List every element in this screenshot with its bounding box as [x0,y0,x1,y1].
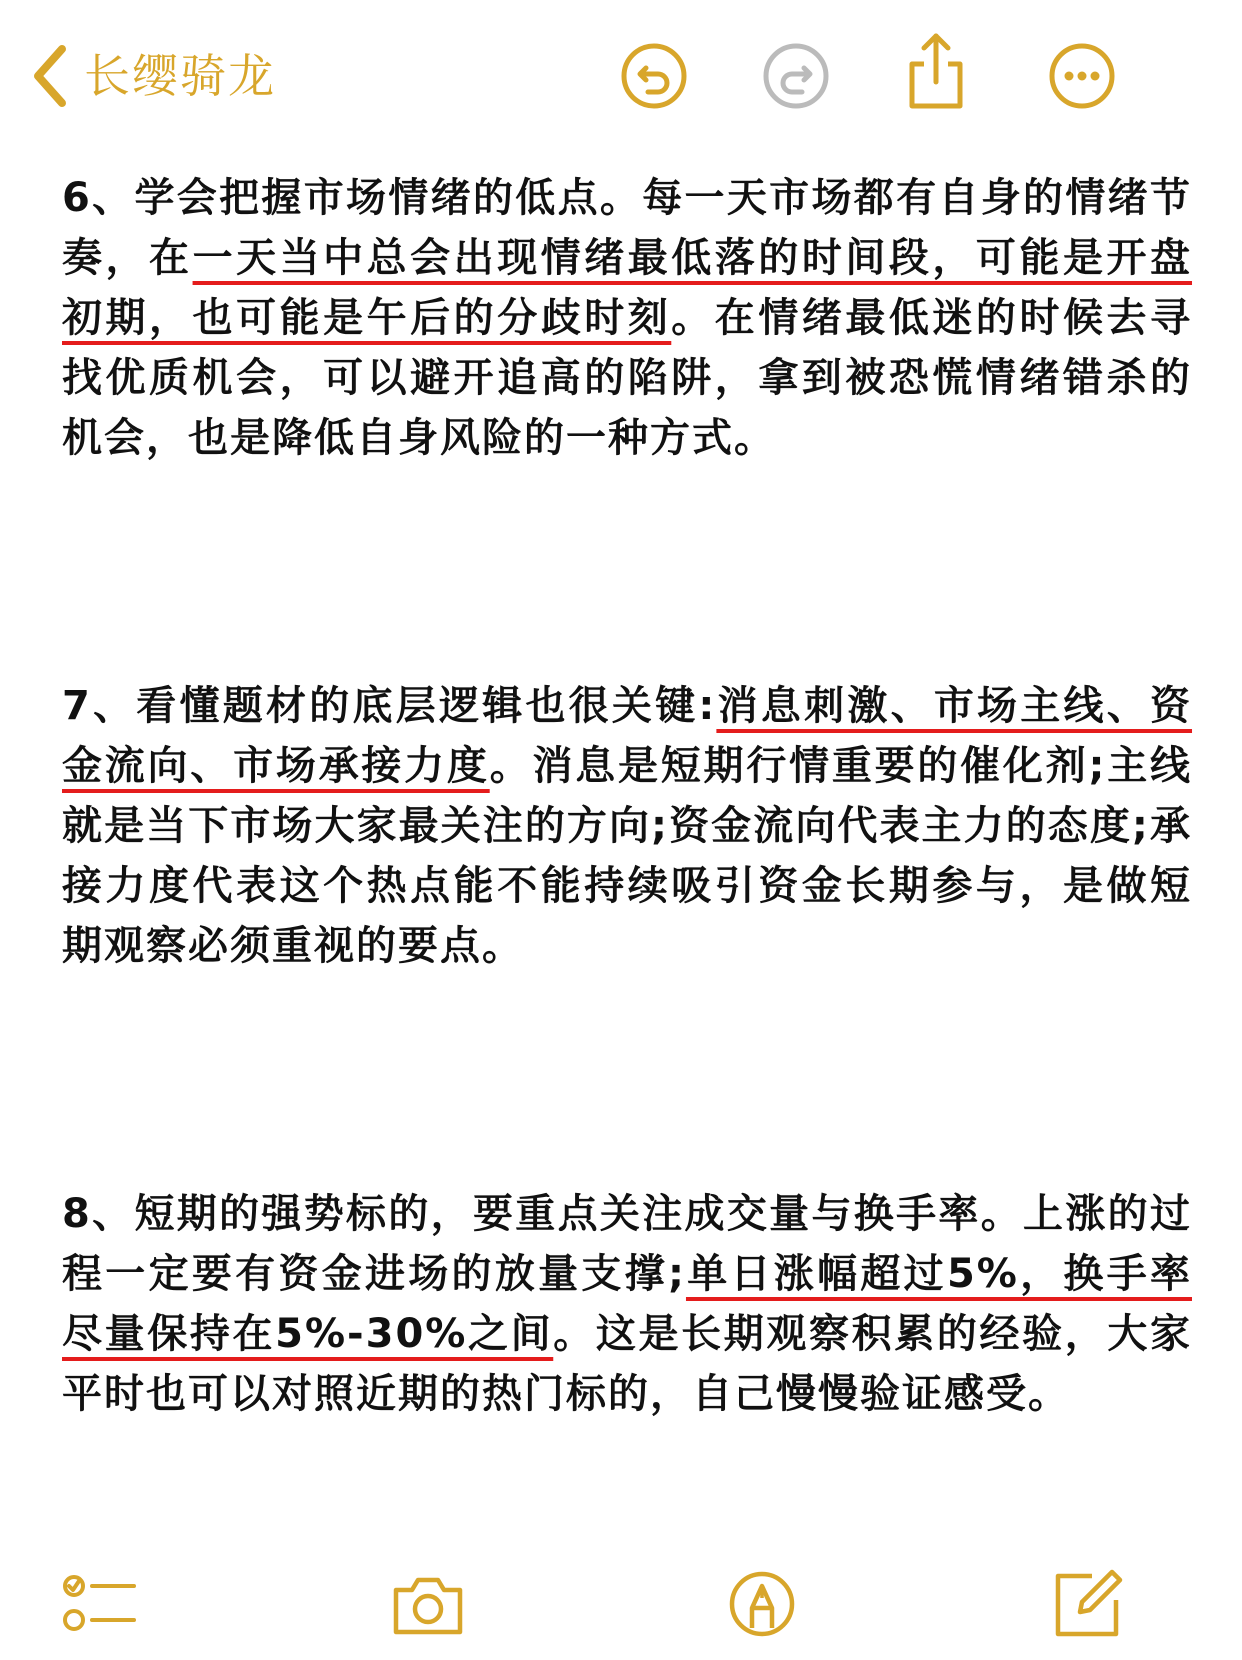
paragraph-text: 7、看懂题材的底层逻辑也很关键: [62,683,717,729]
underlined-text: 单日涨幅超过5%，换手率尽量保持在5%-30%之间 [62,1251,1192,1357]
note-body[interactable] [62,168,1192,1632]
paragraph-text: 。消息是短期行情重要的催化剂;主线就是当下市场大家最关注的方向;资金流向代表主力的态度;承接力度代表这个热点能不能持续吸引资金长期参与，是做短期观察必须重视的要点。 [62,743,1193,969]
checklist-button[interactable] [58,1564,138,1644]
markup-button[interactable] [722,1564,802,1644]
chevron-left-icon [30,41,70,111]
redo-button[interactable] [760,40,832,112]
more-icon [1046,40,1118,112]
checklist-icon [58,1564,138,1644]
note-paragraph-7 [62,676,1192,976]
compose-icon [1048,1564,1128,1644]
paragraph-text: 。这是长期观察积累的经验，大家平时也可以对照近期的热门标的，自己慢慢验证感受。 [62,1311,1192,1417]
underlined-text: 一天当中总会出现情绪最低落的时间段，可能是开盘初期，也可能是午后的分歧时刻 [62,235,1193,341]
back-label: 长缨骑龙 [84,49,276,103]
compose-button[interactable] [1048,1564,1128,1644]
more-button[interactable] [1046,40,1118,112]
paragraph-text: 6、学会把握市场情绪的低点。每一天市场都有自身的情绪节奏，在 [62,175,1192,281]
paragraph-text: 。在情绪最低迷的时候去寻找优质机会，可以避开追高的陷阱，拿到被恐慌情绪错杀的机会，也是降低自身风险的一种方式。 [62,295,1193,461]
underlined-text: 消息刺激、市场主线、资金流向、市场承接力度 [62,683,1193,789]
toolbar-bottom [0,1560,1242,1660]
undo-button[interactable] [618,40,690,112]
note-paragraph-6 [62,168,1192,468]
camera-icon [388,1564,468,1644]
back-button[interactable] [30,38,276,114]
markup-pen-icon [722,1564,802,1644]
share-button[interactable] [900,30,972,112]
toolbar-top [0,0,1242,150]
undo-icon [618,40,690,112]
share-icon [900,30,972,112]
paragraph-text: 8、短期的强势标的，要重点关注成交量与换手率。上涨的过程一定要有资金进场的放量支撑; [62,1191,1192,1297]
note-paragraph-8 [62,1184,1192,1424]
redo-icon [760,40,832,112]
camera-button[interactable] [388,1564,468,1644]
